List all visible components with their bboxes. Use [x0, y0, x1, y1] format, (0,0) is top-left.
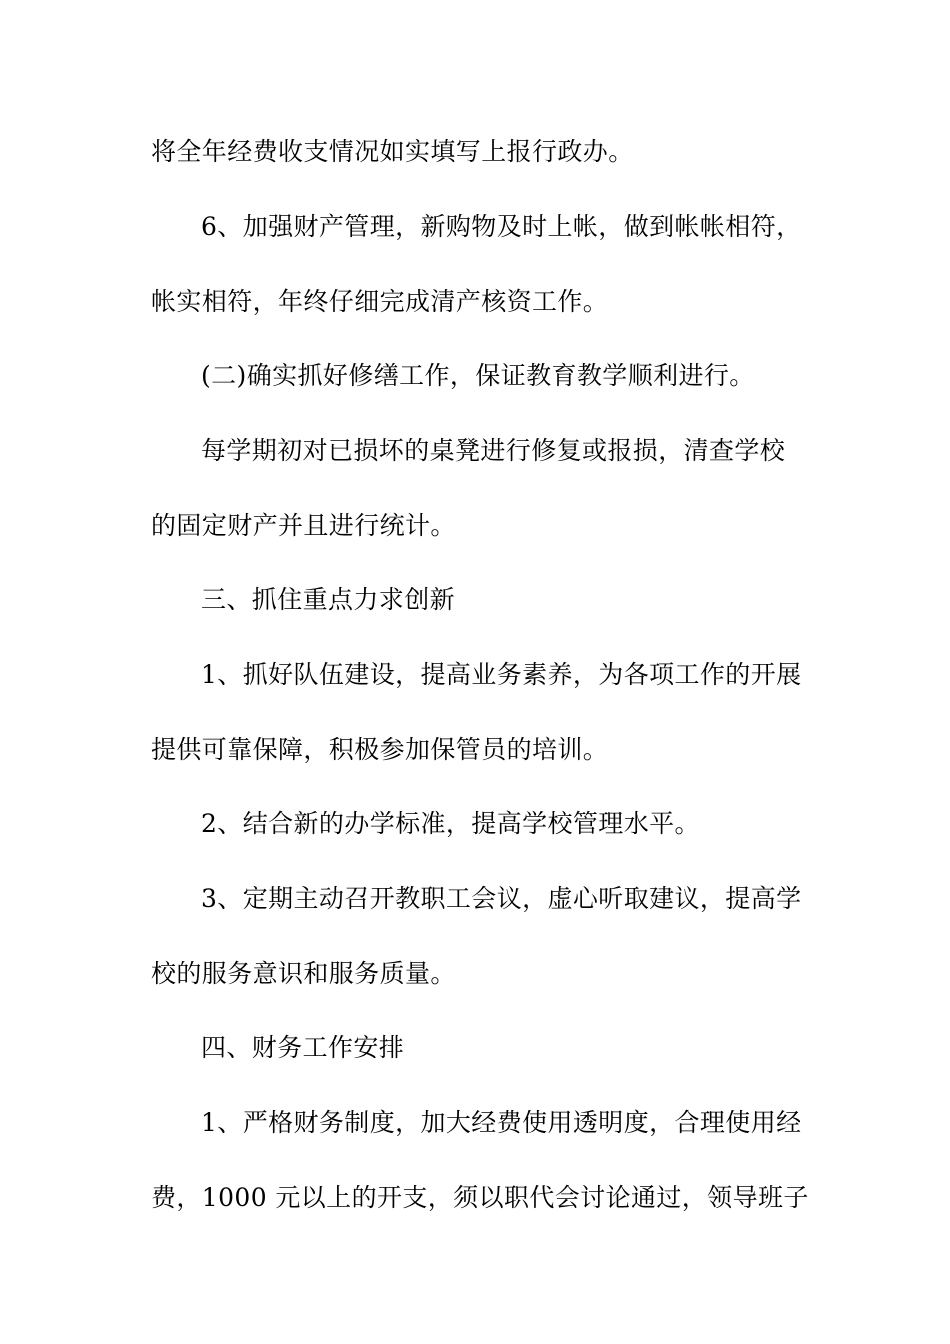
text-line: 1、严格财务制度，加大经费使用透明度，合理使用经 — [201, 1108, 802, 1137]
section-heading: 三、抓住重点力求创新 — [201, 585, 456, 614]
text-line: 校的服务意识和服务质量。 — [151, 959, 456, 988]
text-line: 3、定期主动召开教职工会议，虚心听取建议，提高学 — [201, 884, 802, 913]
text-line: 提供可靠保障，积极参加保管员的培训。 — [151, 735, 609, 764]
text-line: 帐实相符，年终仔细完成清产核资工作。 — [151, 287, 609, 316]
text-line: 1、抓好队伍建设，提高业务素养，为各项工作的开展 — [201, 660, 802, 689]
text-line: 2、结合新的办学标准，提高学校管理水平。 — [201, 809, 700, 838]
text-line: 的固定财产并且进行统计。 — [151, 511, 456, 540]
text-line: 费，1000 元以上的开支，须以职代会讨论通过，领导班子 — [151, 1183, 809, 1212]
text-line: 每学期初对已损坏的桌凳进行修复或报损，清查学校 — [201, 436, 786, 465]
section-heading: (二)确实抓好修缮工作，保证教育教学顺利进行。 — [201, 361, 755, 390]
text-line: 将全年经费收支情况如实填写上报行政办。 — [151, 137, 634, 166]
section-heading: 四、财务工作安排 — [201, 1033, 405, 1062]
text-line: 6、加强财产管理，新购物及时上帐，做到帐帐相符， — [201, 212, 802, 241]
